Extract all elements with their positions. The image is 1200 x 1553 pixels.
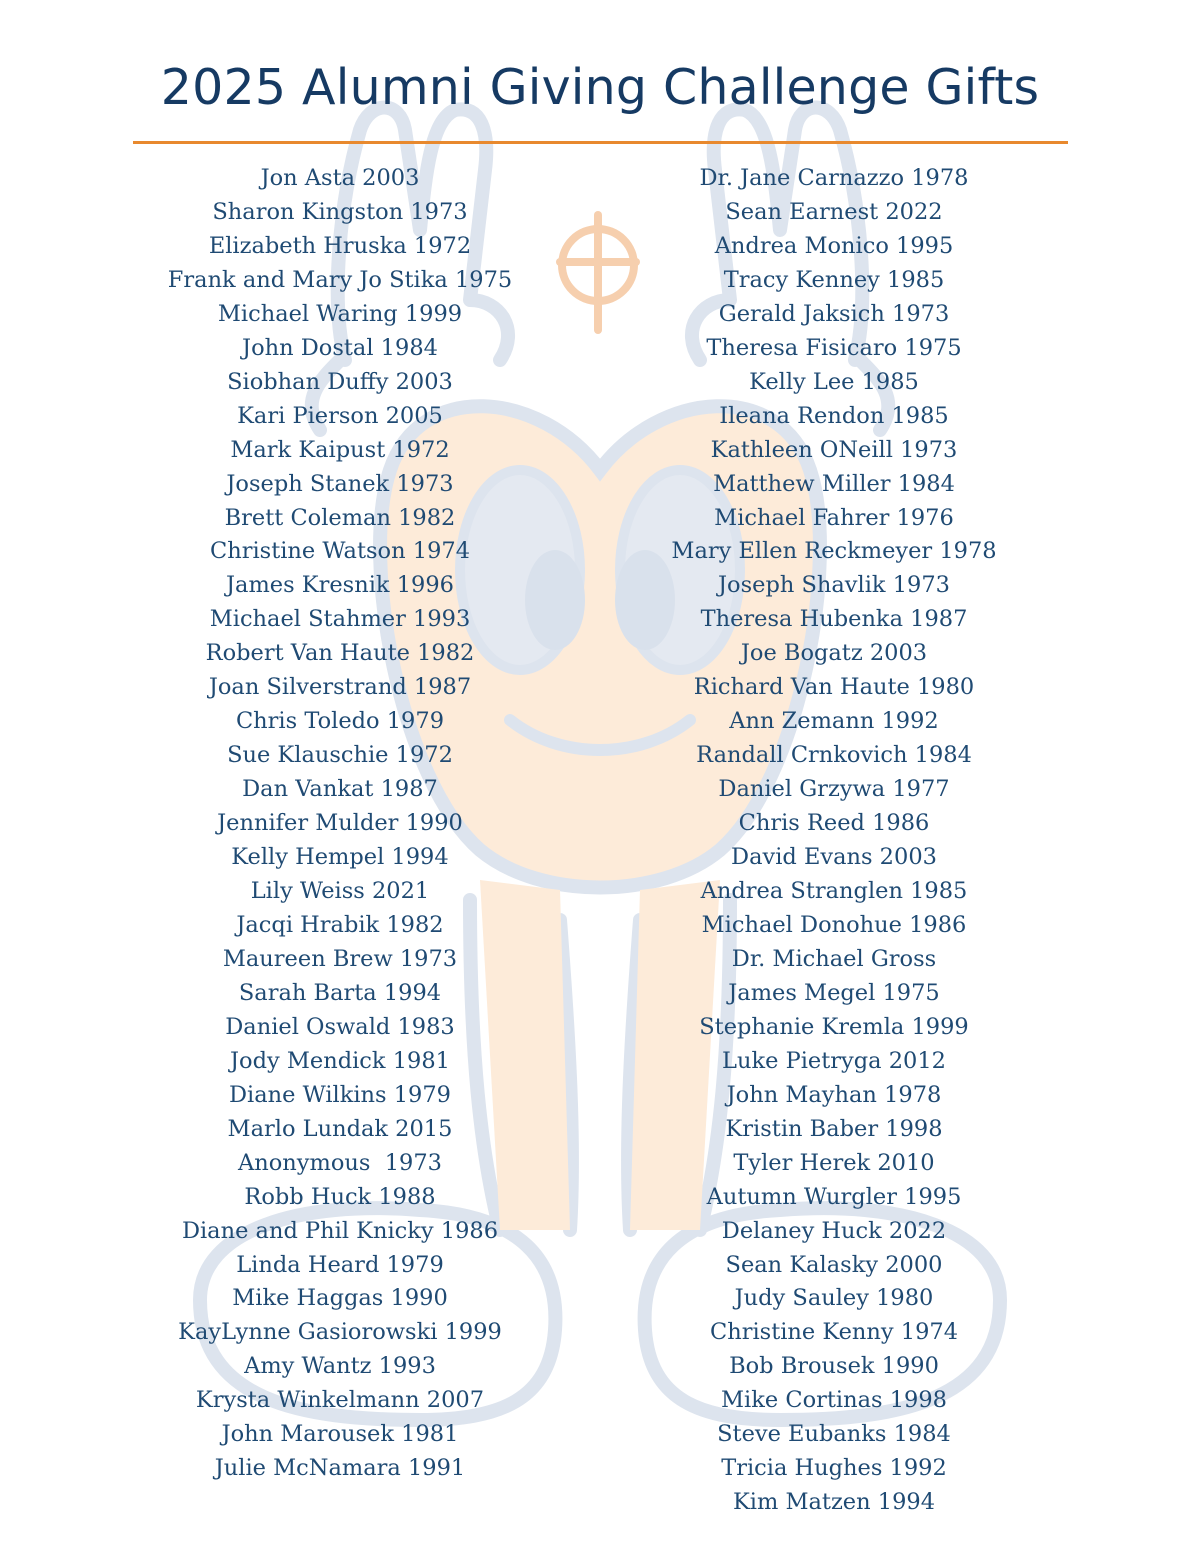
donor-name: Joseph Stanek 1973 <box>226 470 454 497</box>
donor-name: Matthew Miller 1984 <box>713 470 955 497</box>
donor-name: Chris Toledo 1979 <box>235 708 445 735</box>
donor-name: Jon Asta 2003 <box>260 165 420 191</box>
donor-name: Theresa Fisicaro 1975 <box>706 334 962 361</box>
donor-name: Kim Matzen 1994 <box>732 1489 936 1516</box>
donor-name: Sean Earnest 2022 <box>725 198 943 225</box>
donor-name: Brett Coleman 1982 <box>224 504 456 531</box>
donor-name: Elizabeth Hruska 1972 <box>208 232 472 259</box>
donor-name: Stephanie Kremla 1999 <box>699 1013 969 1040</box>
donor-name: Randall Crnkovich 1984 <box>696 742 972 769</box>
donor-name: Joe Bogatz 2003 <box>740 640 928 667</box>
page-title: 2025 Alumni Giving Challenge Gifts <box>160 59 1040 116</box>
donor-name: Mark Kaipust 1972 <box>230 436 450 463</box>
donor-name: Mike Cortinas 1998 <box>721 1387 947 1414</box>
donor-name: Kari Pierson 2005 <box>237 402 443 429</box>
donor-name: Diane and Phil Knicky 1986 <box>181 1217 499 1244</box>
donor-name: Andrea Stranglen 1985 <box>700 878 968 905</box>
donor-name: Anonymous 1973 <box>238 1149 442 1176</box>
donor-name: Frank and Mary Jo Stika 1975 <box>167 266 513 293</box>
donor-name: Mike Haggas 1990 <box>232 1285 448 1312</box>
donor-name: Christine Kenny 1974 <box>709 1319 959 1346</box>
donor-name: Jacqi Hrabik 1982 <box>236 911 444 938</box>
donor-name: Michael Waring 1999 <box>217 300 463 327</box>
donor-name: Tricia Hughes 1992 <box>721 1455 947 1482</box>
donor-name: Steve Eubanks 1984 <box>717 1421 951 1448</box>
donor-name: Robb Huck 1988 <box>244 1183 436 1210</box>
donor-name: Judy Sauley 1980 <box>734 1285 934 1312</box>
donor-name: Bob Brousek 1990 <box>729 1353 939 1380</box>
donor-name: Sue Klauschie 1972 <box>227 742 453 769</box>
donor-name: James Kresnik 1996 <box>226 572 454 599</box>
donor-name: Lily Weiss 2021 <box>250 878 430 905</box>
donor-name: Theresa Hubenka 1987 <box>700 606 968 633</box>
donor-name: Luke Pietryga 2012 <box>722 1047 946 1074</box>
donor-name: Michael Fahrer 1976 <box>714 504 954 531</box>
donor-name: Tracy Kenney 1985 <box>723 266 945 293</box>
donor-name: Jennifer Mulder 1990 <box>217 810 463 837</box>
donor-name: Ann Zemann 1992 <box>729 708 939 735</box>
donor-name: KayLynne Gasiorowski 1999 <box>178 1319 502 1346</box>
donor-name: Dr. Jane Carnazzo 1978 <box>699 165 969 191</box>
donor-name: Autumn Wurgler 1995 <box>706 1183 962 1210</box>
title-divider <box>133 141 1068 144</box>
donor-name: Sarah Barta 1994 <box>238 979 442 1006</box>
donor-name: Christine Watson 1974 <box>209 538 471 565</box>
donor-name: Joseph Shavlik 1973 <box>718 572 950 599</box>
donor-name: Michael Donohue 1986 <box>701 911 967 938</box>
donor-name: Kelly Hempel 1994 <box>231 844 449 871</box>
donor-name: Maureen Brew 1973 <box>222 945 458 972</box>
donor-name: John Marousek 1981 <box>221 1421 459 1448</box>
donor-name: Julie McNamara 1991 <box>214 1455 466 1482</box>
donor-name: Jody Mendick 1981 <box>230 1047 450 1074</box>
donor-name: Sharon Kingston 1973 <box>212 198 468 225</box>
donor-name: Kathleen ONeill 1973 <box>710 436 958 463</box>
donor-name: Mary Ellen Reckmeyer 1978 <box>671 538 997 565</box>
donor-list-left <box>140 162 540 1486</box>
donor-name: Michael Stahmer 1993 <box>209 606 471 633</box>
donor-name: Ileana Rendon 1985 <box>719 402 949 429</box>
donor-name: Dr. Michael Gross <box>731 945 937 972</box>
donor-name: John Dostal 1984 <box>242 334 438 361</box>
donor-name: Richard Van Haute 1980 <box>693 674 975 701</box>
donor-name: Daniel Grzywa 1977 <box>718 776 950 803</box>
donor-name: Joan Silverstrand 1987 <box>208 674 472 701</box>
donor-name: James Megel 1975 <box>728 979 940 1006</box>
donor-name: Siobhan Duffy 2003 <box>227 368 453 395</box>
donor-name: Robert Van Haute 1982 <box>205 640 475 667</box>
donor-name: Dan Vankat 1987 <box>242 776 438 803</box>
donor-name: John Mayhan 1978 <box>726 1081 942 1108</box>
donor-name: Gerald Jaksich 1973 <box>718 300 950 327</box>
donor-list-right <box>634 162 1034 1520</box>
donor-name: Kristin Baber 1998 <box>725 1115 943 1142</box>
donor-name: Marlo Lundak 2015 <box>227 1115 453 1142</box>
donor-name: Kelly Lee 1985 <box>749 368 919 395</box>
donor-name: Chris Reed 1986 <box>738 810 930 837</box>
donor-name: Daniel Oswald 1983 <box>225 1013 455 1040</box>
donor-name: Amy Wantz 1993 <box>244 1353 436 1380</box>
donor-name: David Evans 2003 <box>731 844 937 871</box>
donor-name: Delaney Huck 2022 <box>721 1217 947 1244</box>
donor-name: Diane Wilkins 1979 <box>228 1081 451 1108</box>
donor-name: Tyler Herek 2010 <box>733 1149 935 1176</box>
donor-name: Andrea Monico 1995 <box>714 232 954 259</box>
donor-name: Krysta Winkelmann 2007 <box>195 1387 485 1414</box>
donor-name: Linda Heard 1979 <box>236 1251 444 1278</box>
donor-name: Sean Kalasky 2000 <box>725 1251 943 1278</box>
